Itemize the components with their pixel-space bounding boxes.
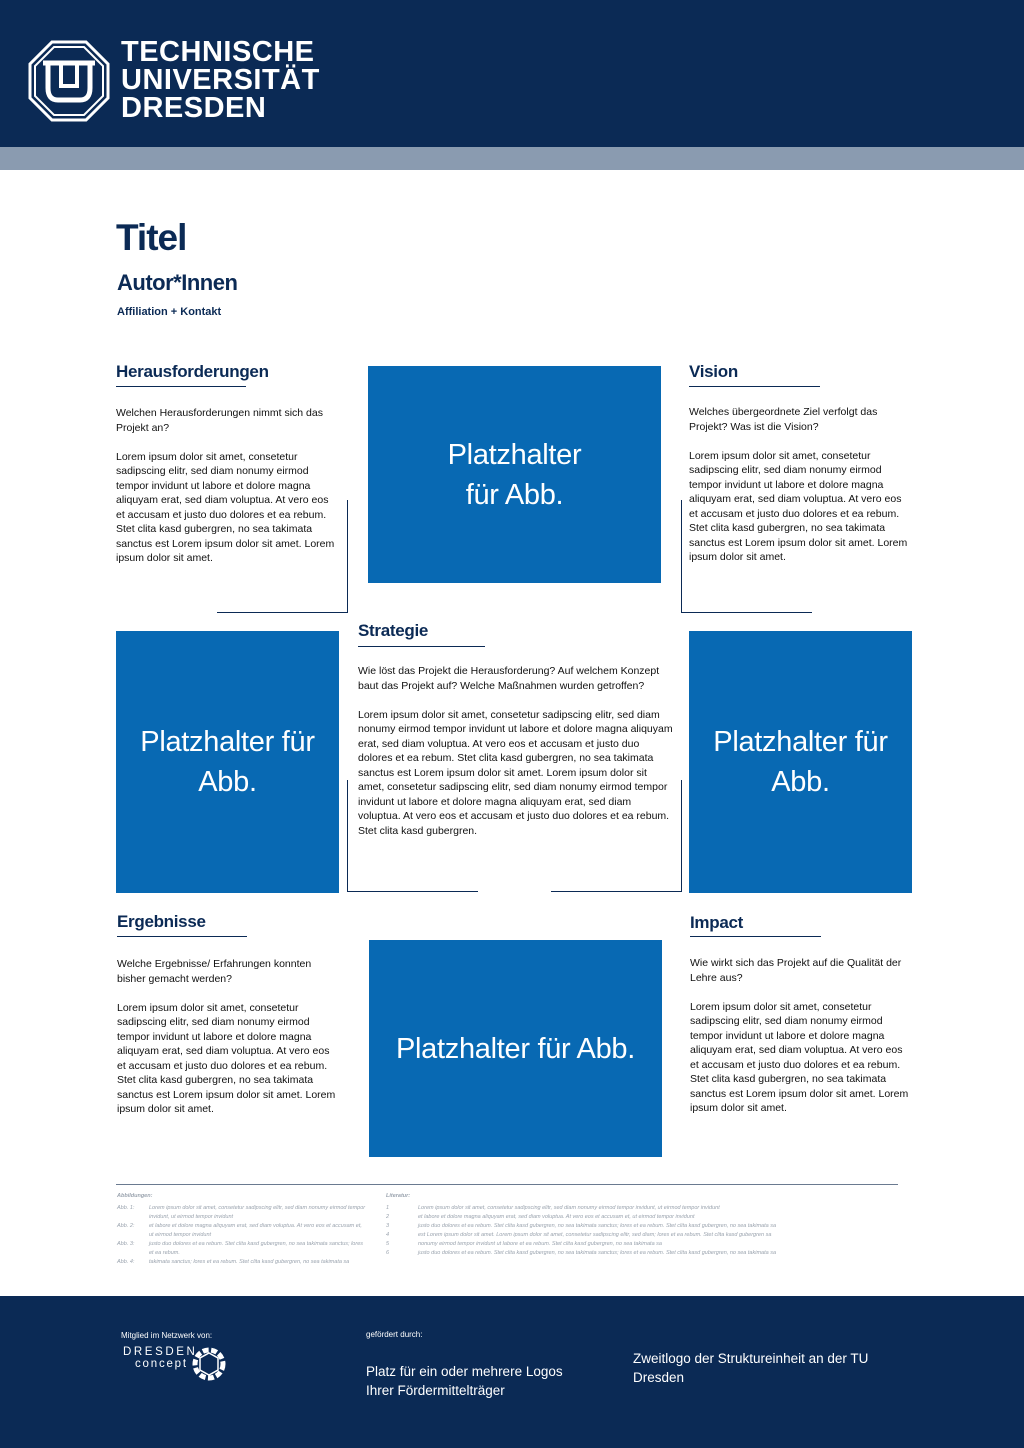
section-text-ergebnisse xyxy=(117,957,339,1131)
dresden-concept-logo-line: concept xyxy=(135,1358,188,1370)
dresden-concept-logo xyxy=(123,1346,197,1370)
figure-reference-item: Abb. 2: et labore et dolore magna aliquyam erat, sed diam voluptua. At vero eos et accusam et, ut eirmod tempor invidunt xyxy=(117,1223,362,1238)
section-underline xyxy=(116,386,246,387)
connector-line xyxy=(681,500,682,613)
literature-item: 1 Lorem ipsum dolor sit amet, consetetur sadipscing elitr, sed diam nonumy eirmod tempor invidunt, ut eirmod tempor invidunt xyxy=(386,1205,720,1211)
literature-item: 3 justo duo dolores et ea rebum. Stet clita kasd gubergren, no sea takimata sanctus; lores et ea rebum. Stet clita kasd gubergren, no sea takimata sa xyxy=(386,1223,777,1229)
section-underline xyxy=(358,646,485,647)
literature-item: 2 et labore et dolore magna aliquyam erat, sed diam voluptua. At vero eos et accusam et, ut eirmod tempor invidunt xyxy=(386,1214,695,1220)
figures-heading: Abbildungen: xyxy=(117,1193,153,1199)
connector-line xyxy=(347,500,348,613)
connector-line xyxy=(681,612,812,613)
literature-heading: Literatur: xyxy=(386,1193,411,1199)
section-heading-impact: Impact xyxy=(690,913,743,932)
figure-references xyxy=(117,1192,367,1267)
poster-affiliation: Affiliation + Kontakt xyxy=(117,306,222,318)
section-body: Lorem ipsum dolor sit amet, consetetur sadipscing elitr, sed diam nonumy eirmod tempor invidunt ut labore et dolore magna aliquyam erat, sed diam voluptua. At vero eos et accusam et justo duo dolores et ea rebum. Stet clita kasd gubergren, no sea takimata sanctus est Lorem ipsum dolor sit amet. Lorem ipsum dolor sit amet. xyxy=(689,449,908,563)
literature-item: 4 est Lorem ipsum dolor sit amet. Lorem ipsum dolor sit amet, consetetur sadipscing elitr, sed diam; lores et ea rebum. Stet clita kasd gubergren sa xyxy=(386,1232,772,1238)
connector-line xyxy=(347,891,478,892)
section-question: Welchen Herausforderungen nimmt sich das Projekt an? xyxy=(116,407,323,434)
figure-placeholder-right xyxy=(689,631,912,893)
literature-item: 5 nonumy eirmod tempor invidunt ut labore et ea rebum. Stet clita kasd gubergren, no sea takimata sa xyxy=(386,1241,662,1247)
section-underline xyxy=(117,936,247,937)
section-heading-vision: Vision xyxy=(689,362,738,381)
section-body: Lorem ipsum dolor sit amet, consetetur sadipscing elitr, sed diam nonumy eirmod tempor invidunt ut labore et dolore magna aliquyam erat, sed diam voluptua. At vero eos et accusam et justo duo dolores et ea rebum. Stet clita kasd gubergren, no sea takimata sanctus est Lorem ipsum dolor sit amet. Lorem ipsum dolor sit amet. xyxy=(116,450,335,564)
connector-line xyxy=(217,612,348,613)
section-heading-strategie: Strategie xyxy=(358,621,429,640)
section-text-vision xyxy=(689,405,913,579)
section-text-herausforderungen xyxy=(116,406,338,580)
placeholder-label: Platzhalter für xyxy=(713,726,888,758)
poster-title: Titel xyxy=(116,217,187,258)
section-question: Welches übergeordnete Ziel verfolgt das Projekt? Was ist die Vision? xyxy=(689,406,878,433)
university-name-line: TECHNISCHE xyxy=(121,36,315,68)
section-body: Lorem ipsum dolor sit amet, consetetur sadipscing elitr, sed diam nonumy eirmod tempor invidunt ut labore et dolore magna aliquyam erat, sed diam voluptua. At vero eos et accusam et justo duo dolores et ea rebum. Stet clita kasd gubergren, no sea takimata sanctus est Lorem ipsum dolor sit amet. Lorem ipsum dolor sit amet. xyxy=(690,1000,909,1114)
section-text-strategie xyxy=(358,664,674,853)
dresden-concept-logo-line: DRESDEN xyxy=(123,1346,198,1358)
connector-line xyxy=(551,891,682,892)
placeholder-label: Platzhalter xyxy=(447,438,582,471)
section-underline xyxy=(690,936,821,937)
section-heading-ergebnisse: Ergebnisse xyxy=(117,912,206,931)
header-stripe xyxy=(0,147,1024,170)
section-question: Welche Ergebnisse/ Erfahrungen konnten bisher gemacht werden? xyxy=(117,958,312,985)
figure-reference-item: Abb. 1: Lorem ipsum dolor sit amet, consetetur sadipscing elitr, sed diam nonumy eirmod tempor invidunt, ut eirmod tempor invidunt xyxy=(117,1205,366,1220)
funder-logo-placeholder: Platz für ein oder mehrere Logos Ihrer Fördermittelträger xyxy=(366,1364,563,1398)
section-question: Wie löst das Projekt die Herausforderung? Auf welchem Konzept baut das Projekt auf? Welche Maßnahmen wurden getroffen? xyxy=(358,665,660,692)
section-body: Lorem ipsum dolor sit amet, consetetur sadipscing elitr, sed diam nonumy eirmod tempor invidunt ut labore et dolore magna aliquyam erat, sed diam voluptua. At vero eos et accusam et justo duo dolores et ea rebum. Stet clita kasd gubergren, no sea takimata sanctus est Lorem ipsum dolor sit amet. Lorem ipsum dolor sit amet, consetetur sadipscing elitr, sed diam nonumy eirmod tempor invidunt ut labore et dolore magna aliquyam erat, sed diam voluptua. At vero eos et accusam et justo duo dolores et ea rebum. Stet clita kasd gubergren. xyxy=(358,708,673,837)
placeholder-label: Abb. xyxy=(771,766,830,798)
dresden-concept-ring-icon xyxy=(190,1345,228,1383)
section-underline xyxy=(689,386,820,387)
figure-placeholder-bottom xyxy=(369,940,662,1157)
placeholder-label: für Abb. xyxy=(465,478,564,511)
connector-line xyxy=(681,780,682,892)
section-body: Lorem ipsum dolor sit amet, consetetur sadipscing elitr, sed diam nonumy eirmod tempor invidunt ut labore et dolore magna aliquyam erat, sed diam voluptua. At vero eos et accusam et justo duo dolores et ea rebum. Stet clita kasd gubergren, no sea takimata sanctus est Lorem ipsum dolor sit amet. Lorem ipsum dolor sit amet. xyxy=(117,1001,336,1115)
section-question: Wie wirkt sich das Projekt auf die Qualität der Lehre aus? xyxy=(690,957,902,984)
second-logo-placeholder: Zweitlogo der Struktureinheit an der TU Dresden xyxy=(633,1351,869,1385)
figure-reference-item: Abb. 3: justo duo dolores et ea rebum. Stet clita kasd gubergren, no sea takimata sanctus; lores et ea rebum. xyxy=(117,1241,364,1256)
section-heading-herausforderungen: Herausforderungen xyxy=(116,362,269,381)
references-divider xyxy=(116,1184,898,1185)
figure-placeholder-top xyxy=(368,366,661,583)
university-name xyxy=(121,38,320,122)
tu-dresden-octagon-icon xyxy=(28,40,110,122)
literature-item: 6 justo duo dolores et ea rebum. Stet clita kasd gubergren, no sea takimata sanctus; lores et ea rebum. Stet clita kasd gubergren, no sea takimata sa xyxy=(386,1250,777,1256)
university-name-line: UNIVERSITÄT xyxy=(121,64,320,96)
section-text-impact xyxy=(690,956,912,1130)
connector-line xyxy=(347,780,348,892)
funded-label: gefördert durch: xyxy=(366,1330,423,1339)
placeholder-label: Platzhalter für xyxy=(140,726,315,758)
figure-placeholder-left xyxy=(116,631,339,893)
university-name-line: DRESDEN xyxy=(121,92,267,124)
poster-authors: Autor*Innen xyxy=(117,270,238,295)
network-label: Mitglied im Netzwerk von: xyxy=(121,1331,213,1340)
placeholder-label: Platzhalter für Abb. xyxy=(395,1032,636,1065)
figure-reference-item: Abb. 4: takimata sanctus; lores et ea rebum. Stet clita kasd gubergren, no sea takimata sa xyxy=(117,1259,350,1265)
placeholder-label: Abb. xyxy=(198,766,257,798)
literature-references xyxy=(386,1192,898,1258)
